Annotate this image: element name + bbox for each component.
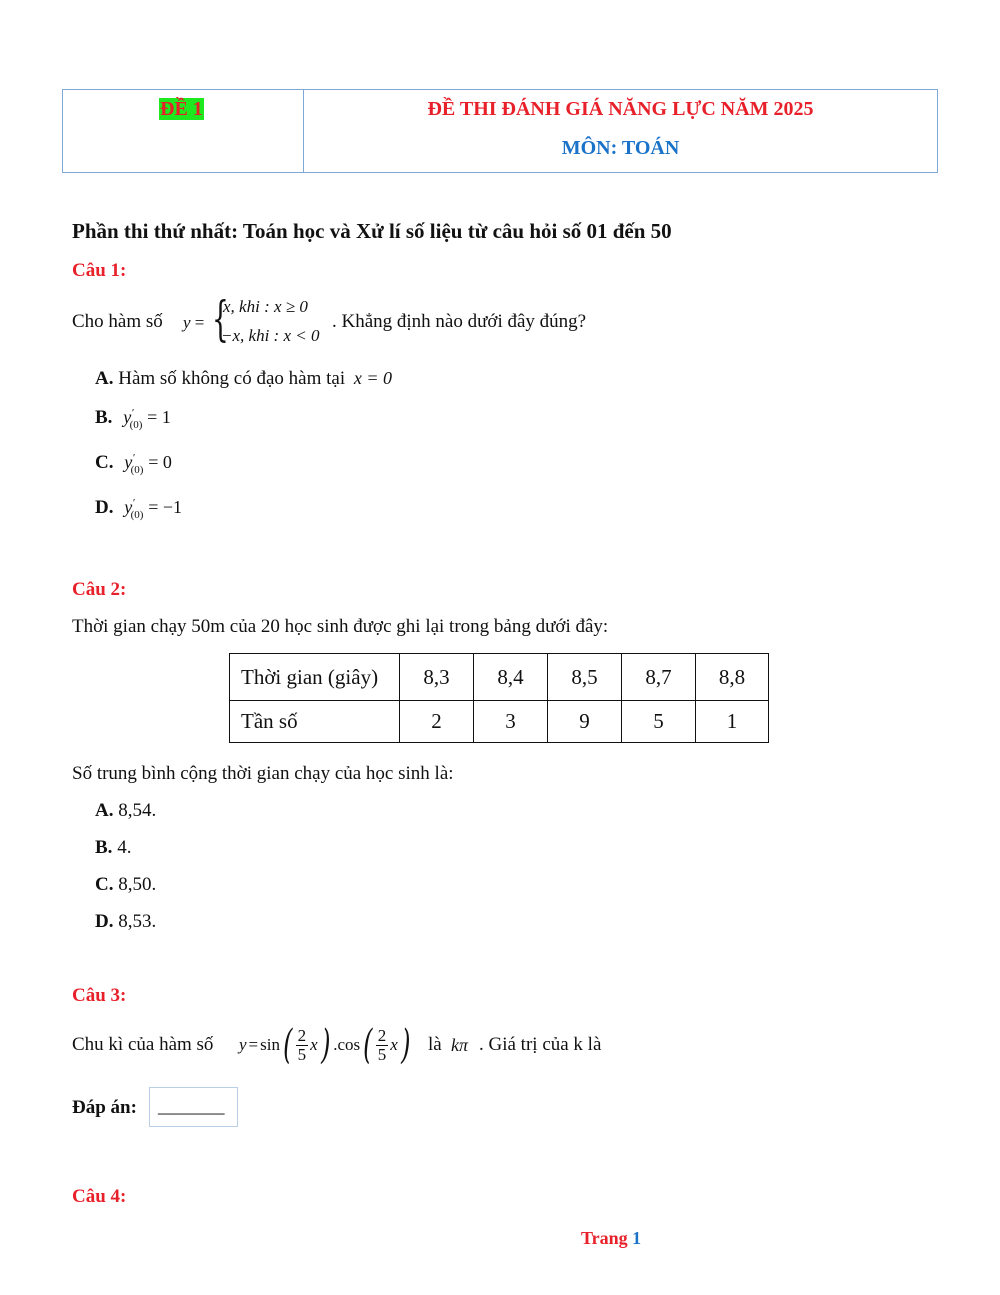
question-3-stem-mid: là <box>428 1034 442 1055</box>
table-header-frequency: Tần số <box>230 701 400 743</box>
page-footer <box>581 1228 641 1249</box>
y-prime-0: $y'_{(0)}$ <box>124 497 144 521</box>
page-word: Trang <box>581 1228 628 1248</box>
q2-option-b[interactable]: B. 4. <box>95 837 132 858</box>
table-row <box>230 701 769 743</box>
table-cell: 3 <box>474 701 548 743</box>
q1-option-b[interactable]: B. $y'_{(0)} = 1$ <box>95 407 171 431</box>
table-cell: 1 <box>696 701 769 743</box>
table-cell: 8,3 <box>400 654 474 701</box>
table-cell: 9 <box>548 701 622 743</box>
question-2-question: Số trung bình cộng thời gian chạy của học sinh là: <box>72 763 454 784</box>
question-2-label: Câu 2: <box>72 579 127 600</box>
table-cell: 2 <box>400 701 474 743</box>
question-3-stem-suffix: . Giá trị của k là <box>479 1034 602 1055</box>
table-cell: 5 <box>622 701 696 743</box>
answer-label: Đáp án: <box>72 1097 137 1118</box>
question-4-label: Câu 4: <box>72 1186 127 1207</box>
exam-subject: MÔN: TOÁN <box>561 137 680 159</box>
exam-title: ĐỀ THI ĐÁNH GIÁ NĂNG LỰC NĂM 2025 <box>427 98 814 120</box>
question-1-stem-suffix: . Khẳng định nào dưới đây đúng? <box>332 311 587 332</box>
frequency-table <box>229 653 769 743</box>
table-cell: 8,7 <box>622 654 696 701</box>
exam-code: ĐỀ 1 <box>160 98 203 120</box>
question-2-stem: Thời gian chạy 50m của 20 học sinh được ghi lại trong bảng dưới đây: <box>72 616 609 637</box>
k-pi: kπ <box>451 1035 469 1055</box>
q1-option-d[interactable]: D. $y'_{(0)} = -1$ <box>95 497 183 521</box>
question-3-stem-prefix: Chu kì của hàm số <box>72 1034 214 1055</box>
page-number: 1 <box>632 1228 642 1248</box>
question-1-stem-prefix: Cho hàm số <box>72 311 163 332</box>
answer-blank: _______ <box>158 1096 225 1117</box>
y-prime-0: $y'_{(0)}$ <box>124 452 144 476</box>
question-3-formula: y = sin ( $\frac{2}{5}$ x ) .cos ( $\frac{2}{5}$ x ) <box>239 1022 411 1068</box>
piecewise-brace: { <box>212 291 229 347</box>
table-header-time: Thời gian (giây) <box>230 654 400 701</box>
q2-option-d[interactable]: D. 8,53. <box>95 911 157 932</box>
piecewise-bottom: −x, khi : x < 0 <box>221 326 320 345</box>
section-title: Phần thi thứ nhất: Toán học và Xử lí số liệu từ câu hỏi số 01 đến 50 <box>72 219 672 243</box>
piecewise-top: x, khi : x ≥ 0 <box>223 297 308 316</box>
q2-option-c[interactable]: C. 8,50. <box>95 874 157 895</box>
q1-option-a[interactable]: A. Hàm số không có đạo hàm tại x = 0 <box>95 368 393 389</box>
q1-option-c[interactable]: C. $y'_{(0)} = 0$ <box>95 452 172 476</box>
table-cell: 8,5 <box>548 654 622 701</box>
table-cell: 8,8 <box>696 654 769 701</box>
table-row <box>230 654 769 701</box>
exam-header-box <box>62 89 938 173</box>
answer-input[interactable] <box>149 1087 238 1127</box>
y-prime-0: $y'_{(0)}$ <box>123 407 143 431</box>
q2-option-a[interactable]: A. 8,54. <box>95 800 157 821</box>
table-cell: 8,4 <box>474 654 548 701</box>
question-3-label: Câu 3: <box>72 985 127 1006</box>
question-1-label: Câu 1: <box>72 260 127 281</box>
question-1-y-equals: y = <box>183 313 205 332</box>
